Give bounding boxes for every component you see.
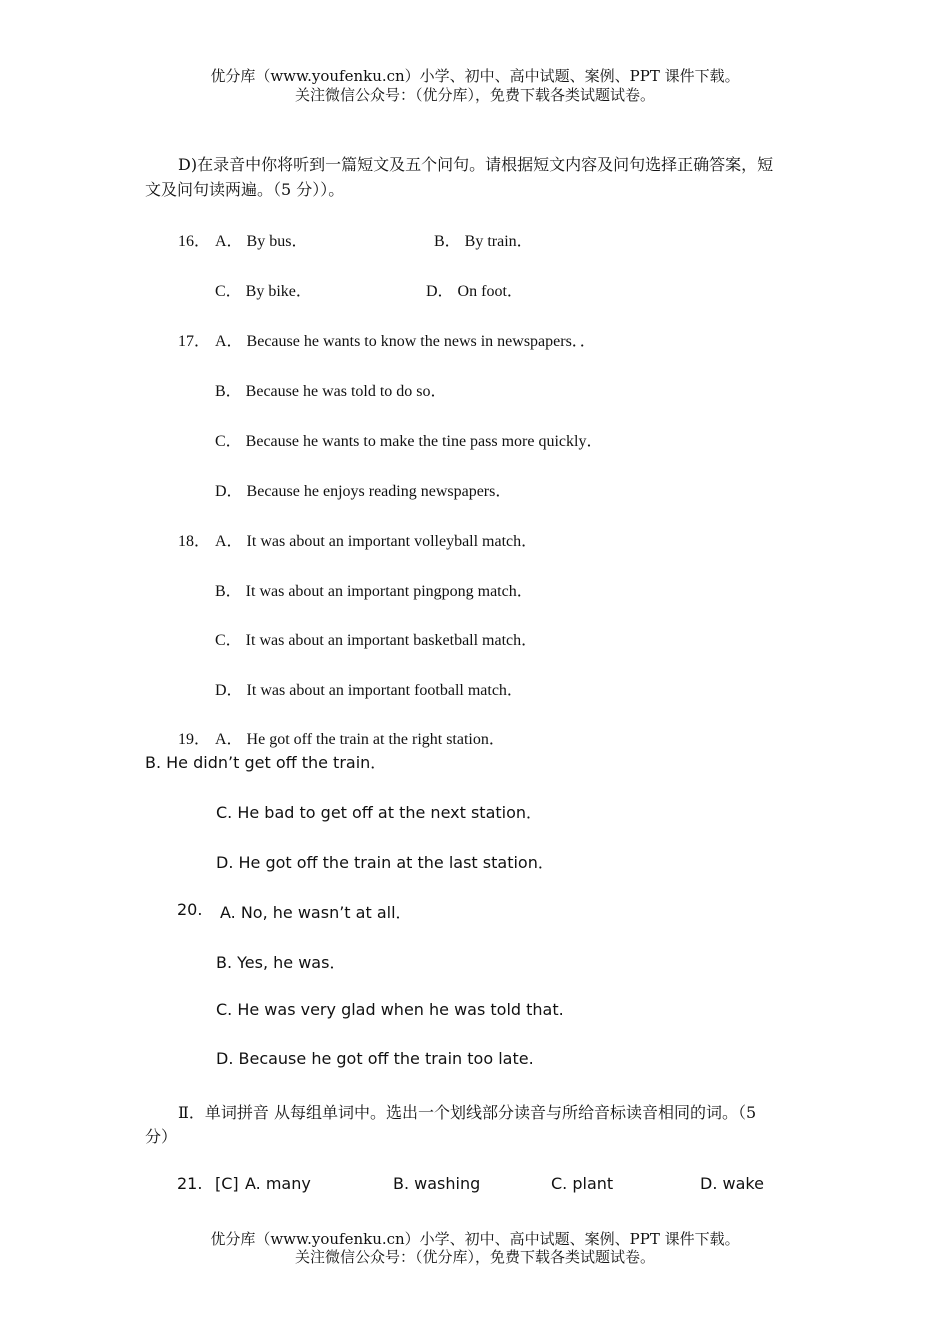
section-ii-instruction-line-1: Ⅱ．单词拼音 从每组单词中。选出一个划线部分读音与所给音标读音相同的词。（5 xyxy=(178,1103,757,1122)
question-16-option-d: D． On foot． xyxy=(426,283,523,300)
question-17-number: 17． xyxy=(178,333,211,350)
section-d-instruction-line-2: 文及问句读两遍。（5 分））。 xyxy=(145,180,345,199)
question-21-number: 21. xyxy=(177,1174,203,1193)
question-20-option-d: D. Because he got off the train too late. xyxy=(216,1049,534,1068)
question-18-number: 18． xyxy=(178,533,211,550)
section-d-instruction-line-1: D)在录音中你将听到一篇短文及五个问句。请根据短文内容及问句选择正确答案，短 xyxy=(178,155,774,174)
footer-line-1: 优分库（www.youfenku.cn）小学、初中、高中试题、案例、PPT 课件下载。 xyxy=(210,1230,740,1248)
footer-line-2: 关注微信公众号：（优分库），免费下载各类试题试卷。 xyxy=(294,1248,655,1266)
header-line-2: 关注微信公众号：（优分库），免费下载各类试题试卷。 xyxy=(294,86,655,104)
question-19-option-c: C. He bad to get off at the next station． xyxy=(216,803,543,822)
section-ii-instruction-line-2: 分） xyxy=(145,1127,178,1146)
question-21-option-a: A. many xyxy=(245,1174,311,1193)
question-21-option-b: B. washing xyxy=(393,1174,481,1193)
question-20-option-c: C. He was very glad when he was told that. xyxy=(216,1000,564,1019)
question-16-option-a: A． By bus． xyxy=(215,233,308,250)
question-19-option-a: A． He got off the train at the right station． xyxy=(215,731,505,748)
question-20-option-b: B. Yes, he was． xyxy=(216,953,346,972)
question-21-option-c: C. plant xyxy=(551,1174,614,1193)
header-line-1: 优分库（www.youfenku.cn）小学、初中、高中试题、案例、PPT 课件下载。 xyxy=(210,67,740,85)
question-18-option-d: D． It was about an important football match． xyxy=(215,682,523,699)
question-19-option-b: B. He didn’t get off the train． xyxy=(145,753,387,772)
question-20-option-a: A. No, he wasn’t at all． xyxy=(220,903,412,922)
question-17-option-b: B． Because he was told to do so． xyxy=(215,383,447,400)
question-17-option-d: D． Because he enjoys reading newspapers． xyxy=(215,483,512,500)
question-16-option-b: B． By train． xyxy=(434,233,533,250)
question-18-option-b: B． It was about an important pingpong match． xyxy=(215,583,533,600)
question-16-number: 16． xyxy=(178,233,211,250)
question-19-number: 19． xyxy=(178,731,211,748)
question-21-phonetic: [C] xyxy=(215,1174,239,1193)
question-20-number: 20. xyxy=(177,900,203,919)
question-19-option-d: D. He got off the train at the last station． xyxy=(216,853,554,872)
question-17-option-c: C． Because he wants to make the tine pass more quickly． xyxy=(215,433,603,450)
question-18-option-a: A． It was about an important volleyball match． xyxy=(215,533,538,550)
question-17-option-a: A． Because he wants to know the news in newspapers．． xyxy=(215,333,596,350)
question-16-option-c: C． By bike． xyxy=(215,283,312,300)
question-21-option-d: D. wake xyxy=(700,1174,764,1193)
question-18-option-c: C． It was about an important basketball match． xyxy=(215,632,538,649)
